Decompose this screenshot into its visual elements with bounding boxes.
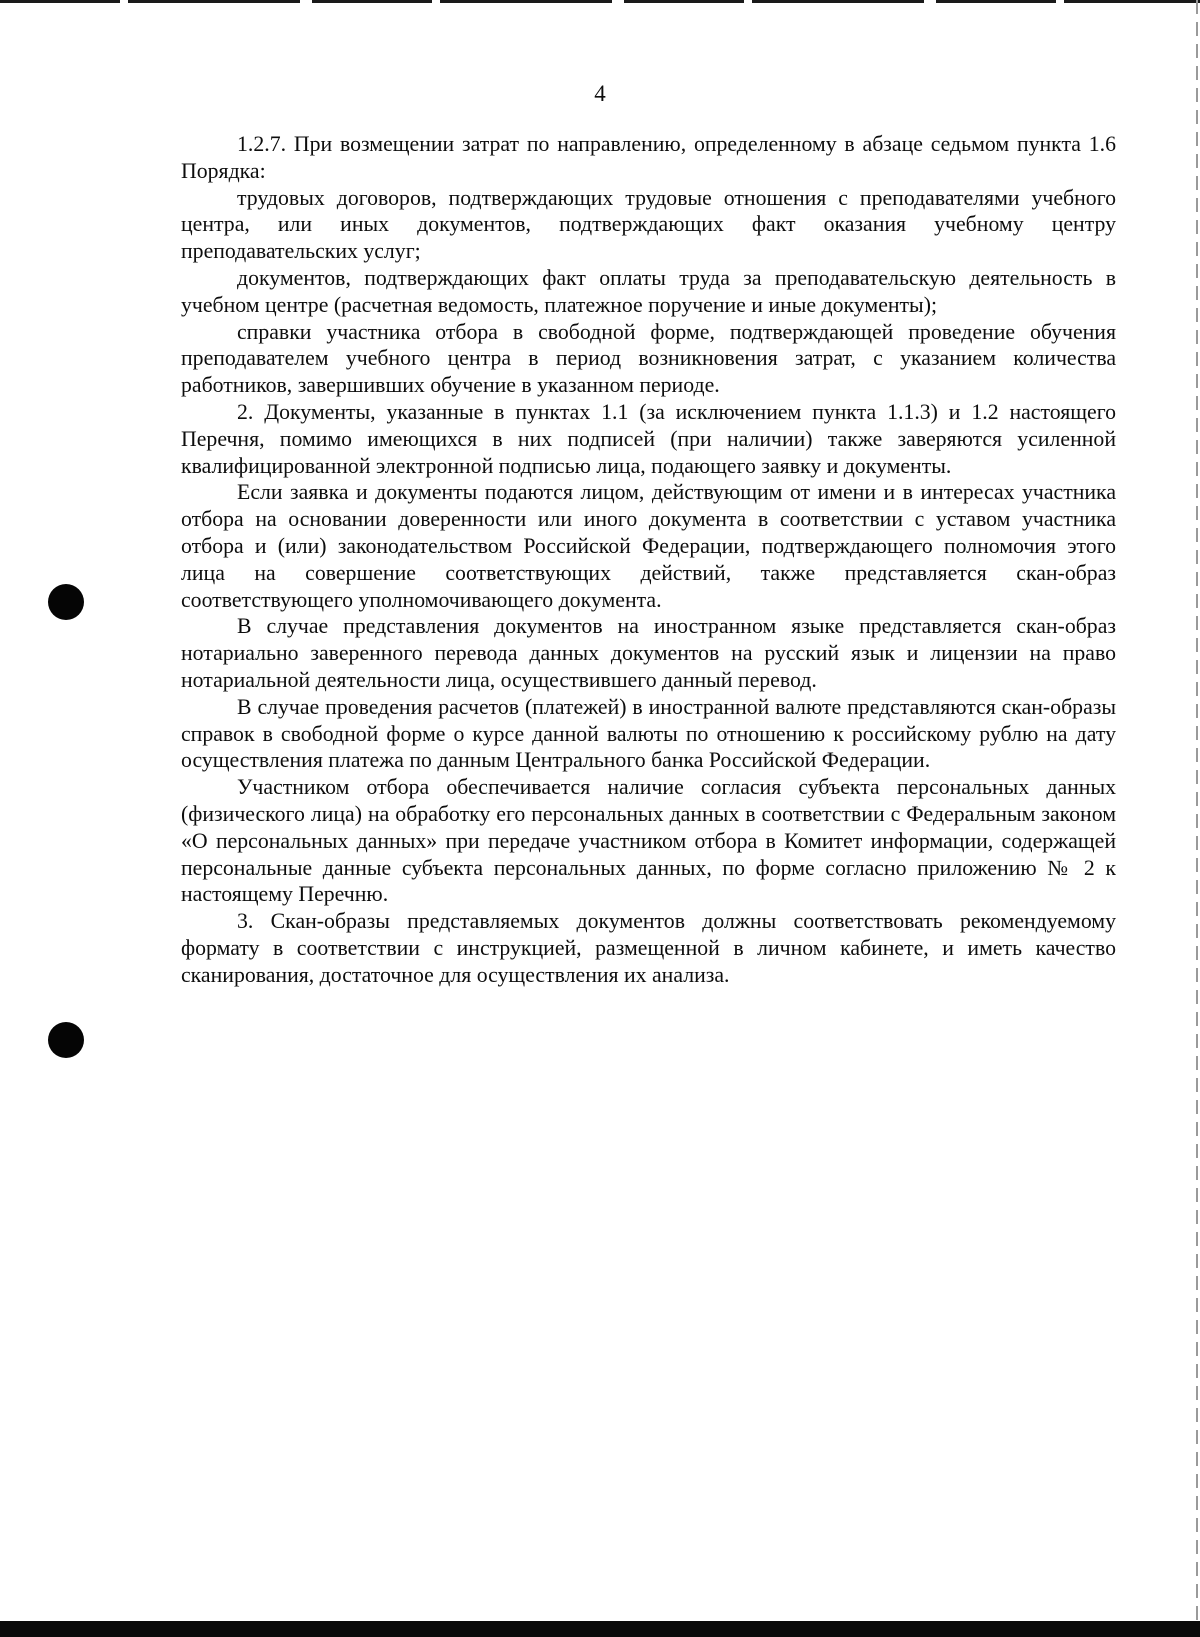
paragraph: 2. Документы, указанные в пунктах 1.1 (за исключением пункта 1.1.3) и 1.2 настоящего Перечня, помимо имеющихся в них подписей (при наличии) также заверяются усиленной квалифицированной электронной подписью лица, подающего заявку и документы. (181, 399, 1116, 478)
paragraph: В случае представления документов на иностранном языке представляется скан-образ нотариально заверенного перевода данных документов на русский язык и лицензии на право нотариальной деятельности лица, осуществившего данный перевод. (181, 614, 1116, 692)
paragraph: В случае проведения расчетов (платежей) в иностранной валюте представляются скан-образы справок в свободной форме о курсе данной валюты по отношению к российскому рублю на дату осуществления платежа по данным Центрального банка Российской Федерации. (181, 694, 1116, 773)
page-number: 4 (594, 81, 606, 106)
paragraph: Если заявка и документы подаются лицом, действующим от имени и в интересах участника отбора на основании доверенности или иного документа в соответствии с уставом участника отбора и (или) законодательством Российской Федерации, подтверждающего полномочия этого лица на совершение соответствующих действий, также представляется скан-образ соответствующего уполномочивающего документа. (181, 480, 1116, 612)
paragraph: справки участника отбора в свободной форме, подтверждающей проведение обучения преподавателем учебного центра в период возникновения затрат, с указанием количества работников, завершивших обучение в указанном периоде. (181, 319, 1116, 398)
scan-right-edge (1196, 0, 1198, 1621)
punch-hole-icon (48, 1022, 84, 1058)
paragraph: документов, подтверждающих факт оплаты труда за преподавательскую деятельность в учебном центре (расчетная ведомость, платежное поручение и иные документы); (181, 265, 1116, 317)
scan-bottom-edge (0, 1621, 1200, 1637)
paragraph: 1.2.7. При возмещении затрат по направлению, определенному в абзаце седьмом пункта 1.6 Порядка: (181, 132, 1116, 183)
document-body (181, 131, 1116, 989)
paragraph: 3. Скан-образы представляемых документов должны соответствовать рекомендуемому формату в соответствии с инструкцией, размещенной в личном кабинете, и иметь качество сканирования, достаточное для осуществления их анализа. (181, 909, 1116, 987)
paragraph: трудовых договоров, подтверждающих трудовые отношения с преподавателями учебного центра, или иных документов, подтверждающих факт оказания учебному центру преподавательских услуг; (181, 185, 1116, 264)
scan-top-edge (0, 0, 1200, 3)
punch-hole-icon (48, 584, 84, 620)
paragraph: Участником отбора обеспечивается наличие согласия субъекта персональных данных (физического лица) на обработку его персональных данных в соответствии с Федеральным законом «О персональных данных» при передаче участником отбора в Комитет информации, содержащей персональные данные субъекта персональных данных, по форме согласно приложению № 2 к настоящему Перечню. (181, 775, 1116, 907)
